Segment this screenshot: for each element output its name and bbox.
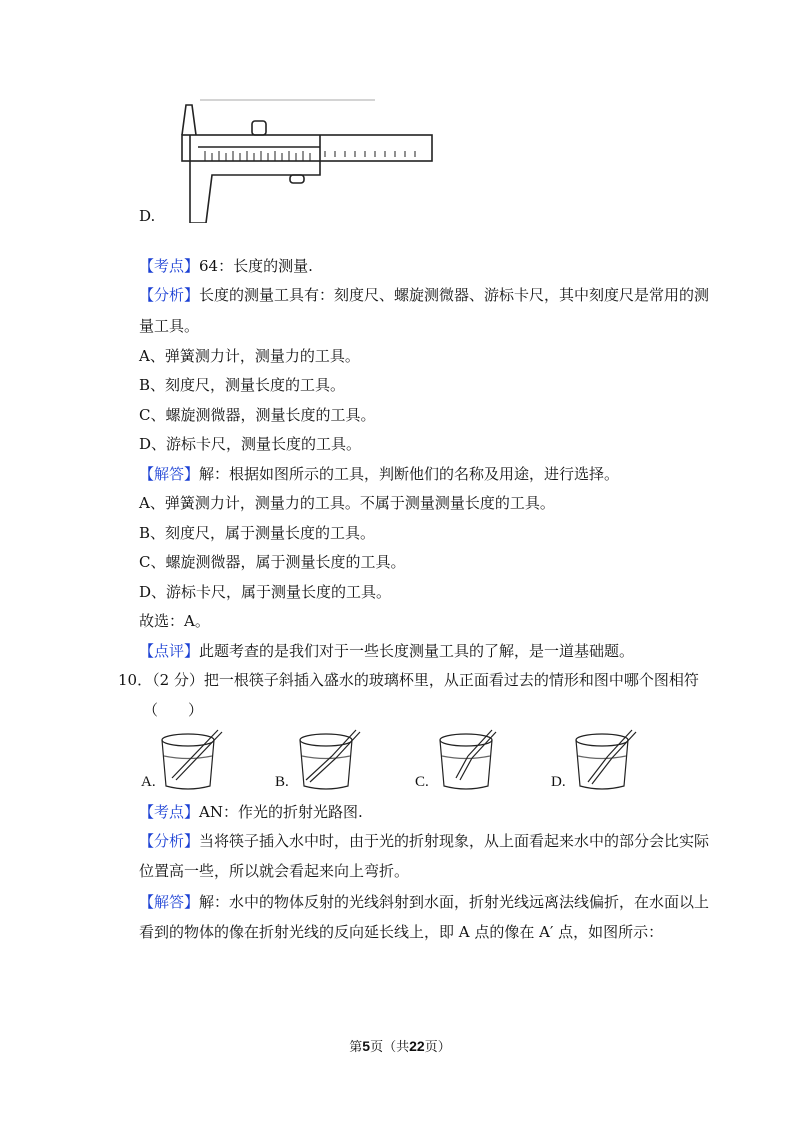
- total-pages: 22: [409, 1038, 425, 1054]
- kaodian-text: 64：长度的测量.: [199, 257, 313, 275]
- fenxi-line-2: 量工具。: [139, 317, 200, 335]
- page-number: 5: [362, 1038, 371, 1054]
- fenxi-text: 长度的测量工具有：刻度尺、螺旋测微器、游标卡尺，其中刻度尺是常用的测: [199, 286, 710, 304]
- q10-fenxi-line-2: 位置高一些，所以就会看起来向上弯折。: [139, 862, 410, 880]
- q10-kaodian-tag: 【考点】: [139, 803, 200, 821]
- fenxi-b: B、刻度尺，测量长度的工具。: [139, 376, 346, 394]
- glass-figure-d: [574, 728, 644, 790]
- answer-line: 故选：A。: [139, 612, 210, 630]
- footer-pre: 第: [349, 1040, 363, 1055]
- jieda-a: A、弹簧测力计，测量力的工具。不属于测量测量长度的工具。: [139, 494, 555, 512]
- option-d-label: D.: [139, 207, 156, 225]
- q10-kaodian-text: AN：作光的折射光路图.: [199, 803, 363, 821]
- glass-figure-a: [160, 728, 230, 790]
- option-a: A.: [141, 774, 156, 790]
- answer-blank: （ ）: [143, 701, 204, 719]
- page-footer: [0, 1036, 800, 1055]
- dianping-tag: 【点评】: [139, 642, 200, 660]
- q10-fenxi-line: [139, 831, 709, 851]
- footer-mid: 页（共: [370, 1040, 410, 1055]
- jieda-text: 解：根据如图所示的工具，判断他们的名称及用途，进行选择。: [199, 465, 620, 483]
- fenxi-c: C、螺旋测微器，测量长度的工具。: [139, 406, 376, 424]
- q10-kaodian-line: [139, 802, 363, 822]
- glass-figure-b: [298, 728, 368, 790]
- kaodian-line: [139, 256, 313, 276]
- q10-fenxi-text: 当将筷子插入水中时，由于光的折射现象，从上面看起来水中的部分会比实际: [199, 832, 710, 850]
- question-10-stem: [118, 670, 699, 690]
- fenxi-d: D、游标卡尺，测量长度的工具。: [139, 435, 362, 453]
- fenxi-a: A、弹簧测力计，测量力的工具。: [139, 347, 360, 365]
- q10-jieda-line: [139, 892, 709, 912]
- dianping-text: 此题考查的是我们对于一些长度测量工具的了解，是一道基础题。: [199, 642, 635, 660]
- fenxi-line: [139, 285, 709, 305]
- q10-jieda-line-2: 看到的物体的像在折射光线的反向延长线上，即 A 点的像在 A′ 点，如图所示：: [139, 923, 664, 941]
- question-number: 10．: [118, 671, 153, 689]
- q10-jieda-text: 解：水中的物体反射的光线斜射到水面，折射光线远离法线偏折，在水面以上: [199, 893, 710, 911]
- q10-jieda-tag: 【解答】: [139, 893, 200, 911]
- vernier-caliper-figure: [160, 95, 440, 223]
- jieda-b: B、刻度尺，属于测量长度的工具。: [139, 524, 376, 542]
- option-b: B.: [275, 774, 289, 790]
- jieda-tag: 【解答】: [139, 465, 200, 483]
- option-c: C.: [415, 774, 429, 790]
- kaodian-tag: 【考点】: [139, 257, 200, 275]
- q10-fenxi-tag: 【分析】: [139, 832, 200, 850]
- question-text: （2 分）把一根筷子斜插入盛水的玻璃杯里，从正面看过去的情形和图中哪个图相符: [152, 671, 699, 689]
- jieda-c: C、螺旋测微器，属于测量长度的工具。: [139, 553, 406, 571]
- jieda-line: [139, 464, 619, 484]
- footer-post: 页）: [424, 1040, 451, 1055]
- glass-figure-c: [438, 728, 508, 790]
- jieda-d: D、游标卡尺，属于测量长度的工具。: [139, 583, 392, 601]
- option-d: D.: [551, 774, 566, 790]
- dianping-line: [139, 641, 634, 661]
- fenxi-tag: 【分析】: [139, 286, 200, 304]
